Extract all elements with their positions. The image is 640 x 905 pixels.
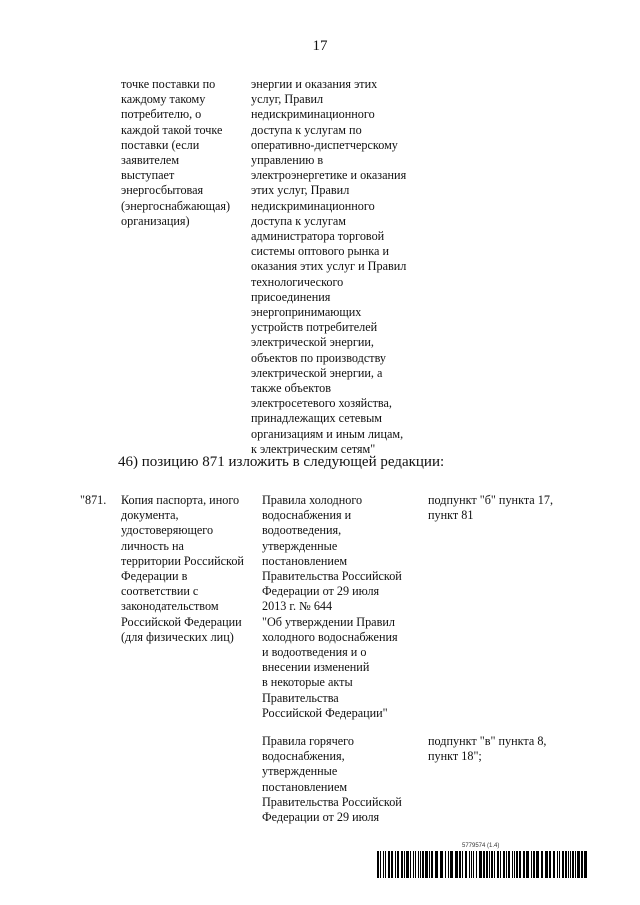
document-description: Копия паспорта, иного документа, удостоверяющего личность на территории Российской Федерации в соответствии с законодательством Российской Федерации (для физических лиц) [121, 493, 244, 644]
cold-water-reference: подпункт "б" пункта 17, пункт 81 [428, 493, 553, 523]
page-number: 17 [312, 38, 328, 54]
continued-right-cell: энергии и оказания этих услуг, Правил недискриминационного доступа к услугам по оперативно-диспетчерскому управлению в электроэнергетике и оказания этих услуг, Правил недискриминационного доступа к услугам администратора торговой системы оптового рынка и оказания этих услуг и Правил технологического присоединения энергопринимающих устройств потребителей электрической энергии, объектов по производству электрической энергии, а также объектов электросетевого хозяйства, принадлежащих сетевым организациям и иным лицам, к электрическим сетям" [251, 77, 407, 456]
position-number: "871. [80, 493, 107, 507]
cold-water-rules: Правила холодного водоснабжения и водоотведения, утвержденные постановлением Правительства Российской Федерации от 29 июля 2013 г. № 644 "Об утверждении Правил холодного водоснабжения и водоотведения и о внесении изменений в некоторые акты Правительства Российской Федерации" [262, 493, 402, 720]
barcode-icon [377, 851, 587, 878]
hot-water-reference: подпункт "в" пункта 8, пункт 18"; [428, 734, 547, 764]
hot-water-rules: Правила горячего водоснабжения, утвержденные постановлением Правительства Российской Федерации от 29 июля [262, 734, 402, 825]
amendment-instruction: 46) позицию 871 изложить в следующей редакции: [118, 454, 445, 470]
barcode-caption: 5779574 (1.4) [462, 843, 500, 849]
continued-left-cell: точке поставки по каждому такому потребителю, о каждой такой точке поставки (если заявителем выступает энергосбытовая (энергоснабжающая) организация) [121, 77, 231, 228]
